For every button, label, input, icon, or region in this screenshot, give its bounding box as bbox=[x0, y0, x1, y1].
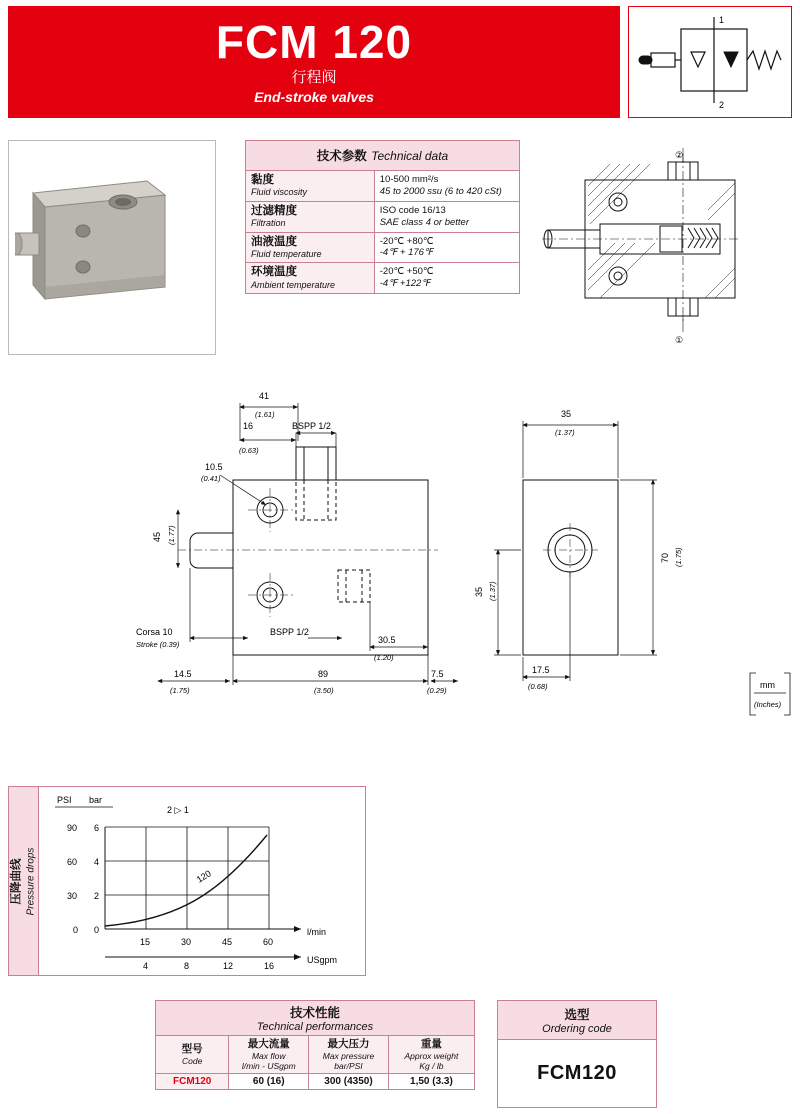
value-line2: 45 to 2000 ssu (6 to 420 cSt) bbox=[379, 185, 502, 197]
table-row bbox=[246, 232, 520, 263]
dim-17-5-in: (0.68) bbox=[528, 682, 548, 691]
performance-title-en: Technical performances bbox=[256, 1021, 374, 1033]
section-callout-2: ② bbox=[675, 150, 684, 160]
pressure-drop-chart bbox=[39, 787, 365, 975]
dim-35-left: 35 bbox=[474, 586, 484, 597]
value-line1: -20℃ +80℃ bbox=[379, 235, 434, 247]
dim-7-5-in: (0.29) bbox=[427, 686, 447, 695]
dim-35-top-in: (1.37) bbox=[555, 428, 575, 437]
pressure-drop-panel bbox=[8, 786, 366, 976]
performance-title-cn: 技术性能 bbox=[289, 1006, 340, 1020]
side-label-cn: 压降曲线 bbox=[10, 857, 23, 904]
y-tick-psi-60: 60 bbox=[67, 857, 78, 867]
ordering-code-box bbox=[497, 1000, 657, 1108]
dim-41: 41 bbox=[259, 391, 270, 401]
technical-data-table bbox=[245, 140, 520, 294]
flow-direction-label: 2 ▷ 1 bbox=[167, 805, 189, 815]
dim-41-in: (1.61) bbox=[255, 410, 275, 419]
product-photo-image bbox=[15, 147, 209, 348]
col-max-pressure-cn: 最大压力 bbox=[327, 1038, 370, 1050]
dim-10-5-in: (0.41) bbox=[201, 474, 221, 483]
dimension-drawings bbox=[8, 385, 792, 745]
x-tick-lmin-60: 60 bbox=[263, 937, 274, 947]
y-tick-psi-0: 0 bbox=[73, 925, 79, 935]
label-en: Fluid temperature bbox=[251, 248, 322, 259]
value-line1: 10-500 mm²/s bbox=[379, 174, 439, 185]
technical-data-header bbox=[246, 141, 520, 171]
col-code bbox=[156, 1036, 229, 1074]
label-cn: 过滤精度 bbox=[251, 204, 297, 217]
hydraulic-symbol-box bbox=[628, 6, 792, 118]
table-row bbox=[246, 171, 520, 202]
cell-code: FCM120 bbox=[156, 1073, 229, 1089]
value-line1: ISO code 16/13 bbox=[379, 204, 446, 216]
section-callout-1: ① bbox=[675, 335, 684, 345]
table-header-row bbox=[156, 1001, 475, 1036]
label-cn: 环境温度 bbox=[251, 266, 297, 279]
col-max-flow-en: Max flow bbox=[251, 1050, 286, 1061]
side-label-en: Pressure drops bbox=[24, 847, 36, 915]
technical-data-title-en: Technical data bbox=[371, 149, 449, 163]
label-en: Filtration bbox=[251, 218, 286, 229]
hydraulic-symbol-icon bbox=[629, 7, 791, 117]
y-tick-bar-4: 4 bbox=[94, 857, 100, 867]
label-cn: 油液温度 bbox=[251, 235, 297, 248]
y-tick-bar-6: 6 bbox=[94, 823, 100, 833]
col-code-cn: 型号 bbox=[181, 1043, 203, 1056]
pressure-drop-side-label bbox=[9, 787, 39, 975]
x-axis-label-usgpm: USgpm bbox=[307, 955, 338, 965]
cross-section-image bbox=[540, 140, 795, 360]
thread-top-label: BSPP 1/2 bbox=[292, 421, 331, 431]
ordering-code-value: FCM120 bbox=[537, 1061, 617, 1084]
units-inches: (Inches) bbox=[754, 700, 782, 709]
dim-70-in: (1.75) bbox=[674, 547, 683, 567]
cell-weight: 1,50 (3.3) bbox=[388, 1073, 474, 1089]
x-tick-usgpm-8: 8 bbox=[184, 961, 190, 971]
dim-45: 45 bbox=[152, 531, 162, 542]
dim-30-5-in: (1.20) bbox=[374, 653, 394, 662]
label-cn: 黏度 bbox=[251, 174, 274, 187]
page-title: FCM 120 bbox=[215, 16, 413, 68]
col-max-pressure bbox=[309, 1036, 389, 1074]
stroke-label-en: Stroke (0.39) bbox=[136, 640, 180, 649]
col-weight-en: Approx weight bbox=[404, 1050, 459, 1061]
dim-35-left-in: (1.37) bbox=[488, 581, 497, 601]
row-label-viscosity bbox=[246, 171, 375, 202]
cross-section-drawing bbox=[540, 140, 795, 360]
col-max-flow bbox=[229, 1036, 309, 1074]
dim-89-in: (3.50) bbox=[314, 686, 334, 695]
col-weight-cn: 重量 bbox=[420, 1038, 442, 1050]
col-max-pressure-en: Max pressure bbox=[322, 1050, 375, 1061]
units-mm: mm bbox=[760, 680, 775, 690]
x-tick-lmin-45: 45 bbox=[222, 937, 233, 947]
y-tick-psi-30: 30 bbox=[67, 891, 78, 901]
x-tick-usgpm-4: 4 bbox=[143, 961, 149, 971]
col-weight bbox=[388, 1036, 474, 1074]
row-value-filtration bbox=[374, 201, 519, 232]
label-en: Fluid viscosity bbox=[251, 187, 308, 198]
value-line2: SAE class 4 or better bbox=[379, 216, 469, 228]
product-photo bbox=[8, 140, 216, 355]
dim-14-5-in: (1.75) bbox=[170, 686, 190, 695]
technical-performances-table bbox=[155, 1000, 475, 1090]
x-tick-lmin-15: 15 bbox=[140, 937, 151, 947]
dim-14-5: 14.5 bbox=[174, 669, 192, 679]
y-tick-bar-2: 2 bbox=[94, 891, 100, 901]
dim-45-in: (1.77) bbox=[167, 525, 176, 545]
dimension-drawings-image bbox=[8, 385, 792, 745]
value-line2: -4℉ + 176℉ bbox=[379, 247, 433, 259]
table-row bbox=[246, 201, 520, 232]
dim-17-5: 17.5 bbox=[532, 665, 550, 675]
col-max-flow-cn: 最大流量 bbox=[247, 1038, 290, 1050]
y-axis-label-bar: bar bbox=[89, 795, 103, 805]
ordering-code-header bbox=[498, 1001, 656, 1040]
value-line2: -4℉ +122℉ bbox=[379, 278, 431, 290]
row-label-fluid-temperature bbox=[246, 232, 375, 263]
performance-header bbox=[156, 1001, 475, 1036]
x-axis-label-lmin: l/min bbox=[307, 927, 327, 937]
value-line1: -20℃ +50℃ bbox=[379, 266, 434, 278]
x-tick-lmin-30: 30 bbox=[181, 937, 192, 947]
col-code-en: Code bbox=[182, 1055, 203, 1066]
page-subtitle-cn: 行程阀 bbox=[291, 69, 337, 86]
dim-7-5: 7.5 bbox=[431, 669, 444, 679]
x-tick-usgpm-16: 16 bbox=[264, 961, 275, 971]
row-label-filtration bbox=[246, 201, 375, 232]
table-row bbox=[246, 263, 520, 294]
ordering-title-cn: 选型 bbox=[564, 1008, 590, 1022]
page-subtitle-en: End-stroke valves bbox=[254, 89, 374, 105]
dim-16: 16 bbox=[243, 421, 254, 431]
ordering-title-en: Ordering code bbox=[542, 1023, 612, 1035]
table-row bbox=[156, 1073, 475, 1089]
dim-10-5: 10.5 bbox=[205, 462, 223, 472]
stroke-label-it: Corsa 10 bbox=[136, 627, 173, 637]
row-value-ambient-temperature bbox=[374, 263, 519, 294]
dim-35-top: 35 bbox=[561, 409, 572, 419]
col-max-pressure-units: bar/PSI bbox=[334, 1060, 363, 1071]
page-header bbox=[8, 6, 620, 118]
y-tick-bar-0: 0 bbox=[94, 925, 100, 935]
symbol-port-2-label: 2 bbox=[719, 100, 725, 110]
cell-max-flow: 60 (16) bbox=[229, 1073, 309, 1089]
dim-16-in: (0.63) bbox=[239, 446, 259, 455]
y-axis-label-psi: PSI bbox=[57, 795, 72, 805]
symbol-port-1-label: 1 bbox=[719, 15, 725, 25]
x-tick-usgpm-12: 12 bbox=[223, 961, 234, 971]
thread-bottom-label: BSPP 1/2 bbox=[270, 627, 309, 637]
row-value-viscosity bbox=[374, 171, 519, 202]
col-max-flow-units: l/min - USgpm bbox=[241, 1060, 296, 1071]
dim-70: 70 bbox=[660, 552, 670, 563]
cell-max-pressure: 300 (4350) bbox=[309, 1073, 389, 1089]
row-value-fluid-temperature bbox=[374, 232, 519, 263]
curve-label: 120 bbox=[194, 868, 213, 885]
y-tick-psi-90: 90 bbox=[67, 823, 78, 833]
row-label-ambient-temperature bbox=[246, 263, 375, 294]
label-en: Ambient temperature bbox=[251, 279, 336, 290]
table-header-row bbox=[246, 141, 520, 171]
dim-89: 89 bbox=[318, 669, 329, 679]
technical-data-title-cn: 技术参数 bbox=[316, 149, 367, 163]
dim-30-5: 30.5 bbox=[378, 635, 396, 645]
table-column-row bbox=[156, 1036, 475, 1074]
col-weight-units: Kg / lb bbox=[419, 1060, 444, 1071]
